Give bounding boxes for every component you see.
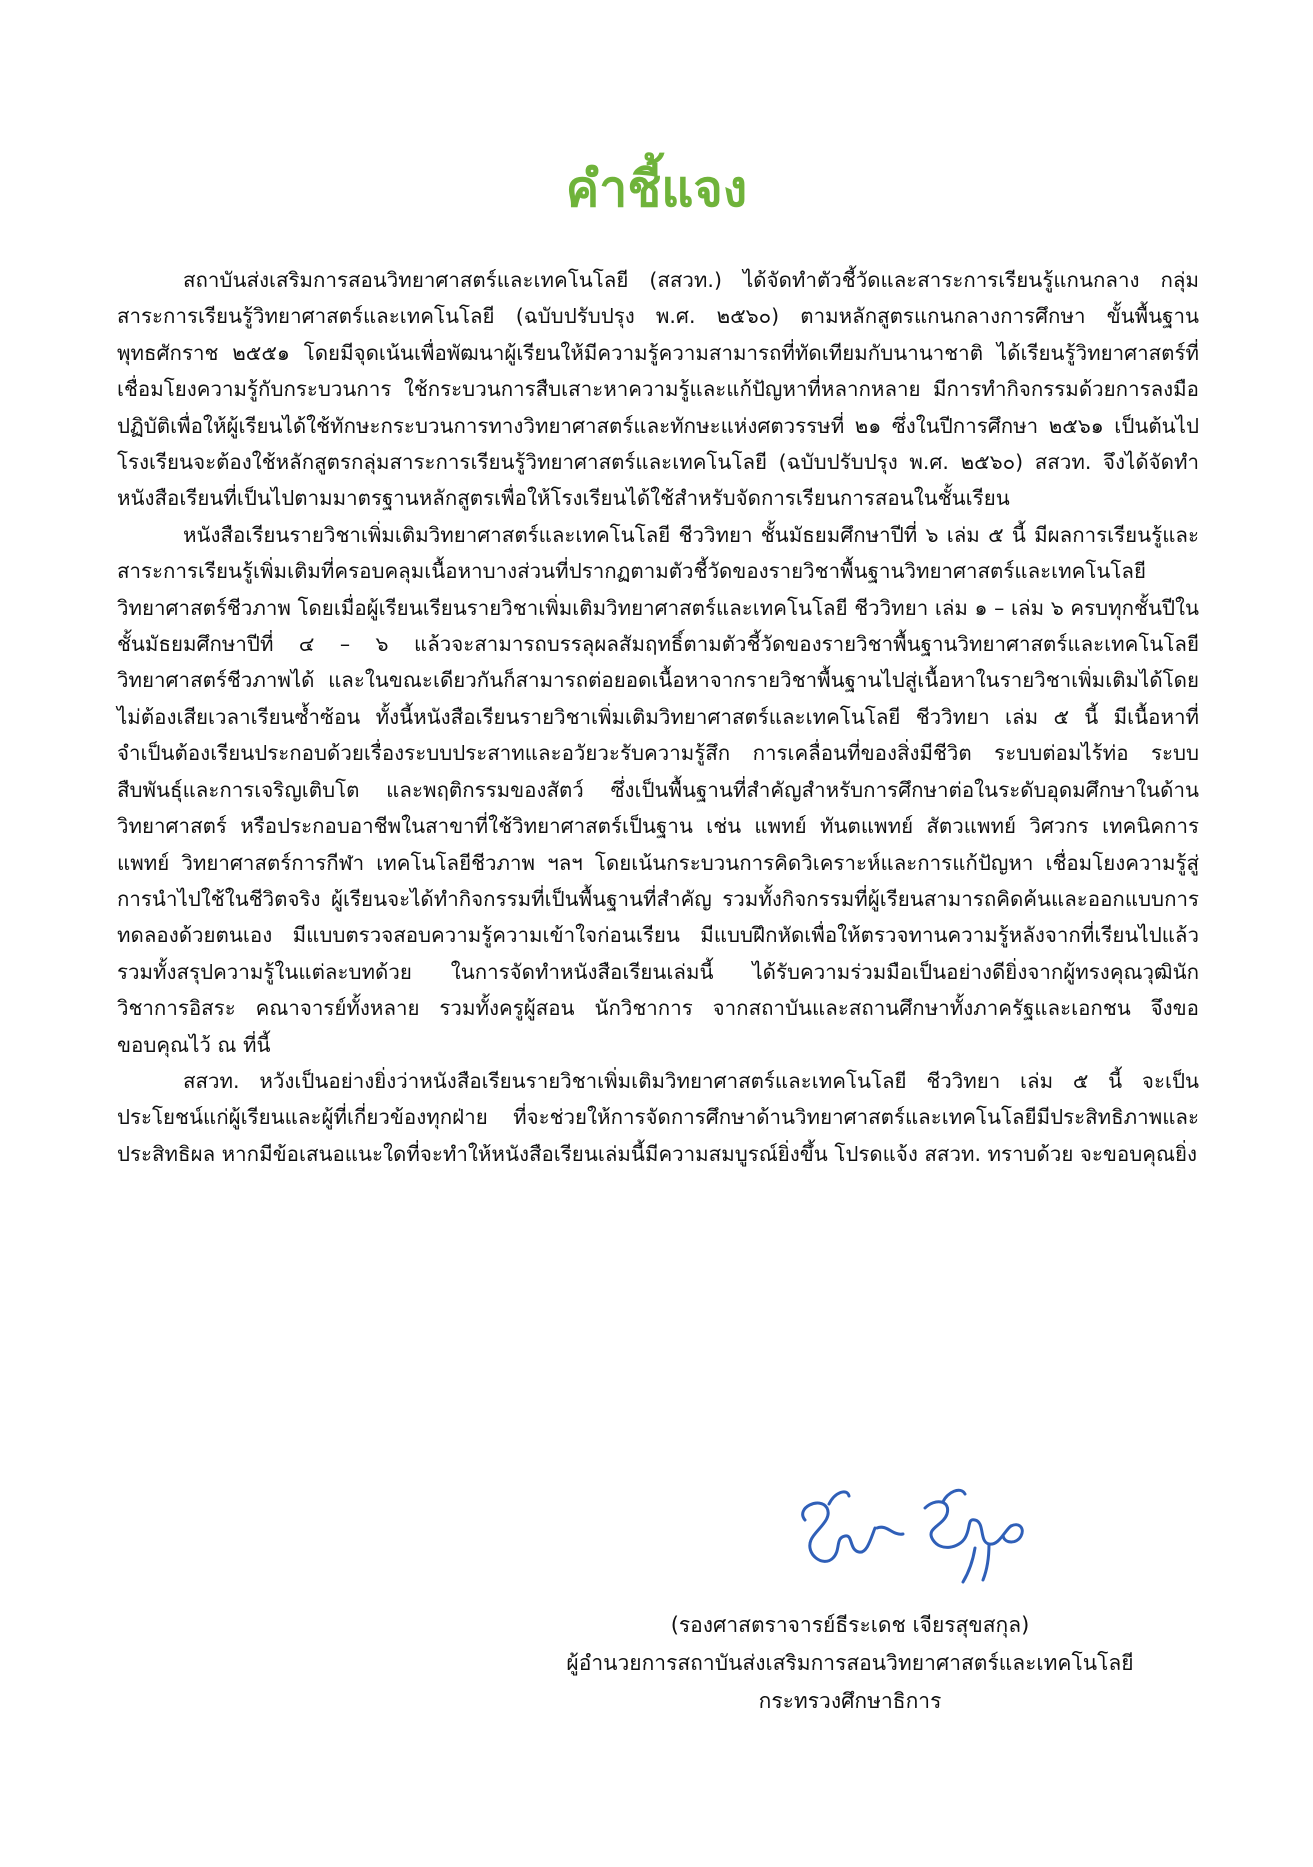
signature-icon — [775, 1478, 1035, 1588]
paragraph-1: สถาบันส่งเสริมการสอนวิทยาศาสตร์และเทคโนโลยี (สสวท.) ได้จัดทำตัวชี้วัดและสาระการเรียนรู้แกนกลาง กลุ่มสาระการเรียนรู้วิทยาศาสตร์และเทคโนโลยี (ฉบับปรับปรุง พ.ศ. ๒๕๖๐) ตามหลักสูตรแกนกลางการศึกษา ขั้นพื้นฐานพุทธศักราช ๒๕๕๑ โดยมีจุดเน้นเพื่อพัฒนาผู้เรียนให้มีความรู้ความสามารถที่ทัดเทียมกับนานาชาติ ได้เรียนรู้วิทยาศาสตร์ที่เชื่อมโยงความรู้กับกระบวนการ ใช้กระบวนการสืบเสาะหาความรู้และแก้ปัญหาที่หลากหลาย มีการทำกิจกรรมด้วยการลงมือปฏิบัติเพื่อให้ผู้เรียนได้ใช้ทักษะกระบวนการทางวิทยาศาสตร์และทักษะแห่งศตวรรษที่ ๒๑ ซึ่งในปีการศึกษา ๒๕๖๑ เป็นต้นไป โรงเรียนจะต้องใช้หลักสูตรกลุ่มสาระการเรียนรู้วิทยาศาสตร์และเทคโนโลยี (ฉบับปรับปรุง พ.ศ. ๒๕๖๐) สสวท. จึงได้จัดทำหนังสือเรียนที่เป็นไปตามมาตรฐานหลักสูตรเพื่อให้โรงเรียนได้ใช้สำหรับจัดการเรียนการสอนในชั้นเรียน — [117, 268, 1199, 511]
body-text — [117, 262, 1199, 1172]
signatory-position: ผู้อำนวยการสถาบันส่งเสริมการสอนวิทยาศาสตร์และเทคโนโลยี — [566, 1651, 1134, 1675]
paragraph-3: สสวท. หวังเป็นอย่างยิ่งว่าหนังสือเรียนรายวิชาเพิ่มเติมวิทยาศาสตร์และเทคโนโลยี ชีววิทยา เล่ม ๕ นี้ จะเป็นประโยชน์แก่ผู้เรียนและผู้ที่เกี่ยวข้องทุกฝ่าย ที่จะช่วยให้การจัดการศึกษาด้านวิทยาศาสตร์และเทคโนโลยีมีประสิทธิภาพและประสิทธิผล หากมีข้อเสนอแนะใดที่จะทำให้หนังสือเรียนเล่มนี้มีความสมบูรณ์ยิ่งขึ้น โปรดแจ้ง สสวท. ทราบด้วย จะขอบคุณยิ่ง — [117, 1068, 1199, 1166]
signature-block — [500, 1606, 1200, 1720]
signatory-name: (รองศาสตราจารย์ธีระเดช เจียรสุขสกุล) — [670, 1613, 1030, 1637]
signatory-ministry: กระทรวงศึกษาธิการ — [758, 1689, 942, 1713]
paragraph-2: หนังสือเรียนรายวิชาเพิ่มเติมวิทยาศาสตร์และเทคโนโลยี ชีววิทยา ชั้นมัธยมศึกษาปีที่ ๖ เล่ม ๕ นี้ มีผลการเรียนรู้และสาระการเรียนรู้เพิ่มเติมที่ครอบคลุมเนื้อหาบางส่วนที่ปรากฏตามตัวชี้วัดของรายวิชาพื้นฐานวิทยาศาสตร์และเทคโนโลยี วิทยาศาสตร์ชีวภาพ โดยเมื่อผู้เรียนเรียนรายวิชาเพิ่มเติมวิทยาศาสตร์และเทคโนโลยี ชีววิทยา เล่ม ๑ – เล่ม ๖ ครบทุกชั้นปีในชั้นมัธยมศึกษาปีที่ ๔ – ๖ แล้วจะสามารถบรรลุผลสัมฤทธิ์ตามตัวชี้วัดของรายวิชาพื้นฐานวิทยาศาสตร์และเทคโนโลยี วิทยาศาสตร์ชีวภาพได้ และในขณะเดียวกันก็สามารถต่อยอดเนื้อหาจากรายวิชาพื้นฐานไปสู่เนื้อหาในรายวิชาเพิ่มเติมได้โดยไม่ต้องเสียเวลาเรียนซ้ำซ้อน ทั้งนี้หนังสือเรียนรายวิชาเพิ่มเติมวิทยาศาสตร์และเทคโนโลยี ชีววิทยา เล่ม ๕ นี้ มีเนื้อหาที่จำเป็นต้องเรียนประกอบด้วยเรื่องระบบประสาทและอวัยวะรับความรู้สึก การเคลื่อนที่ของสิ่งมีชีวิต ระบบต่อมไร้ท่อ ระบบสืบพันธุ์และการเจริญเติบโต และพฤติกรรมของสัตว์ ซึ่งเป็นพื้นฐานที่สำคัญสำหรับการศึกษาต่อในระดับอุดมศึกษาในด้านวิทยาศาสตร์ หรือประกอบอาชีพในสาขาที่ใช้วิทยาศาสตร์เป็นฐาน เช่น แพทย์ ทันตแพทย์ สัตวแพทย์ วิศวกร เทคนิคการแพทย์ วิทยาศาสตร์การกีฬา เทคโนโลยีชีวภาพ ฯลฯ โดยเน้นกระบวนการคิดวิเคราะห์และการแก้ปัญหา เชื่อมโยงความรู้สู่การนำไปใช้ในชีวิตจริง ผู้เรียนจะได้ทำกิจกรรมที่เป็นพื้นฐานที่สำคัญ รวมทั้งกิจกรรมที่ผู้เรียนสามารถคิดค้นและออกแบบการทดลองด้วยตนเอง มีแบบตรวจสอบความรู้ความเข้าใจก่อนเรียน มีแบบฝึกหัดเพื่อให้ตรวจทานความรู้หลังจากที่เรียนไปแล้ว รวมทั้งสรุปความรู้ในแต่ละบทด้วย ในการจัดทำหนังสือเรียนเล่มนี้ ได้รับความร่วมมือเป็นอย่างดียิ่งจากผู้ทรงคุณวุฒินักวิชาการอิสระ คณาจารย์ทั้งหลาย รวมทั้งครูผู้สอน นักวิชาการ จากสถาบันและสถานศึกษาทั้งภาครัฐและเอกชน จึงขอขอบคุณไว้ ณ ที่นี้ — [117, 522, 1199, 1057]
page-title: คำชี้แจง — [565, 160, 748, 218]
